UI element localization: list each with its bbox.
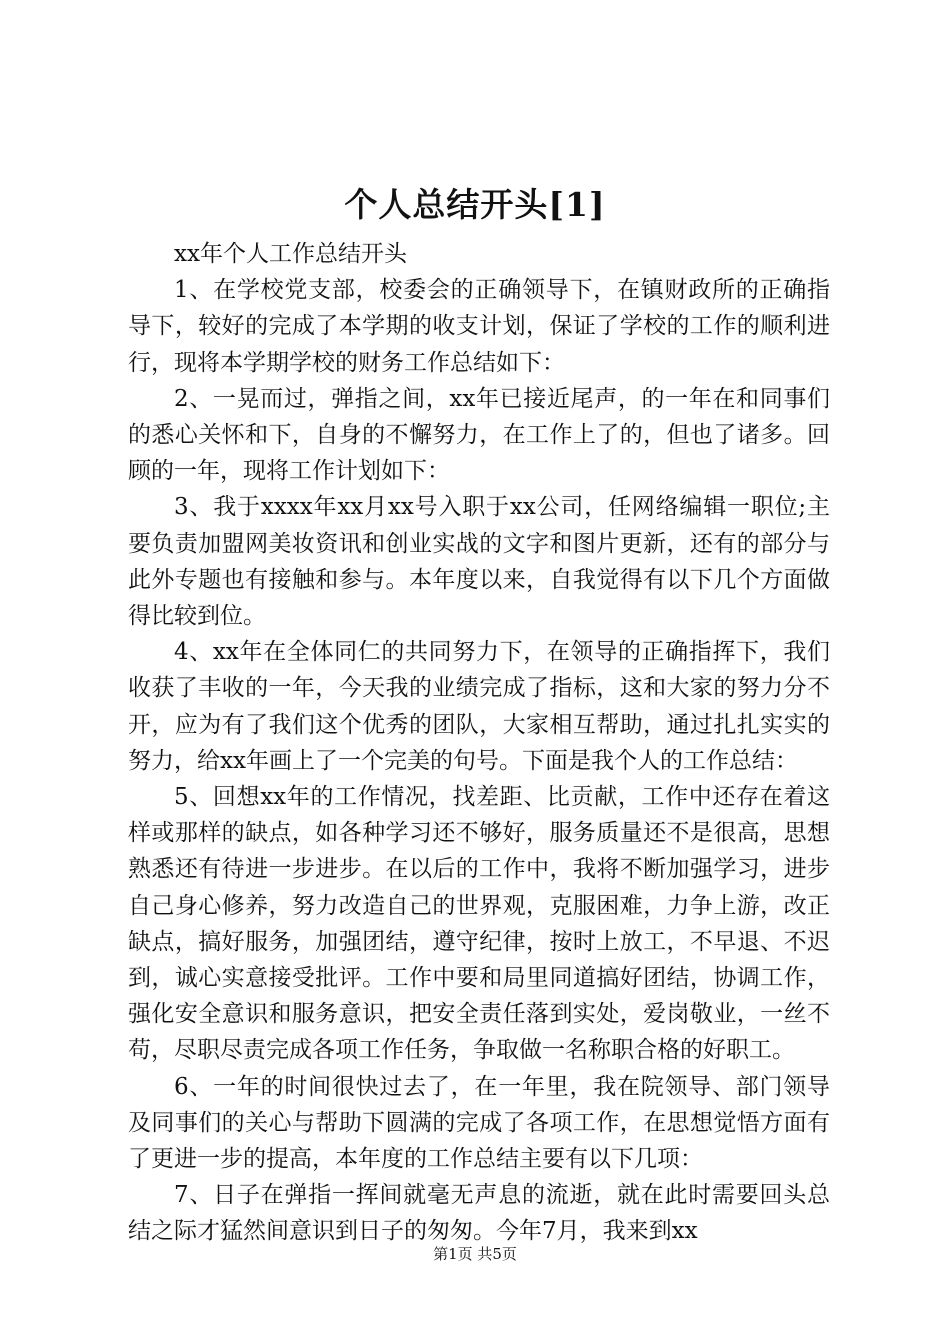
paragraph-5: 5、回想xx年的工作情况，找差距、比贡献，工作中还存在着这样或那样的缺点，如各种学习还不够好，服务质量还不是很高，思想熟悉还有待进一步进步。在以后的工作中，我将不断加强学习，进步自己身心修养，努力改造自己的世界观，克服困难，力争上游，改正缺点，搞好服务，加强团结，遵守纪律，按时上放工，不早退、不迟到，诚心实意接受批评。工作中要和局里同道搞好团结，协调工作，强化安全意识和服务意识，把安全责任落到实处，爱岗敬业，一丝不苟，尽职尽责完成各项工作任务，争取做一名称职合格的好职工。 [128, 784, 830, 1064]
paragraph-1: 1、在学校党支部，校委会的正确领导下，在镇财政所的正确指导下，较好的完成了本学期的收支计划，保证了学校的工作的顺利进行，现将本学期学校的财务工作总结如下： [128, 277, 830, 376]
page-number-footer: 第1页 共5页 [433, 1245, 517, 1263]
document-body [128, 236, 830, 1250]
document-title: 个人总结开头[1] [344, 185, 606, 224]
paragraph-4: 4、xx年在全体同仁的共同努力下，在领导的正确指挥下，我们收获了丰收的一年，今天我的业绩完成了指标，这和大家的努力分不开，应为有了我们这个优秀的团队，大家相互帮助，通过扎扎实实的努力，给xx年画上了一个完美的句号。下面是我个人的工作总结： [128, 639, 830, 774]
paragraph-intro: xx年个人工作总结开头 [174, 241, 407, 267]
paragraph-7: 7、日子在弹指一挥间就毫无声息的流逝，就在此时需要回头总结之际才猛然间意识到日子的匆匆。今年7月，我来到xx [128, 1182, 830, 1245]
paragraph-2: 2、一晃而过，弹指之间，xx年已接近尾声，的一年在和同事们的悉心关怀和下，自身的不懈努力，在工作上了的，但也了诸多。回顾的一年，现将工作计划如下： [128, 385, 830, 485]
paragraph-6: 6、一年的时间很快过去了，在一年里，我在院领导、部门领导及同事们的关心与帮助下圆满的完成了各项工作，在思想觉悟方面有了更进一步的提高，本年度的工作总结主要有以下几项： [128, 1073, 830, 1173]
paragraph-3: 3、我于xxxx年xx月xx号入职于xx公司，任网络编辑一职位;主要负责加盟网美妆资讯和创业实战的文字和图片更新，还有的部分与此外专题也有接触和参与。本年度以来，自我觉得有以下几个方面做得比较到位。 [128, 494, 830, 630]
